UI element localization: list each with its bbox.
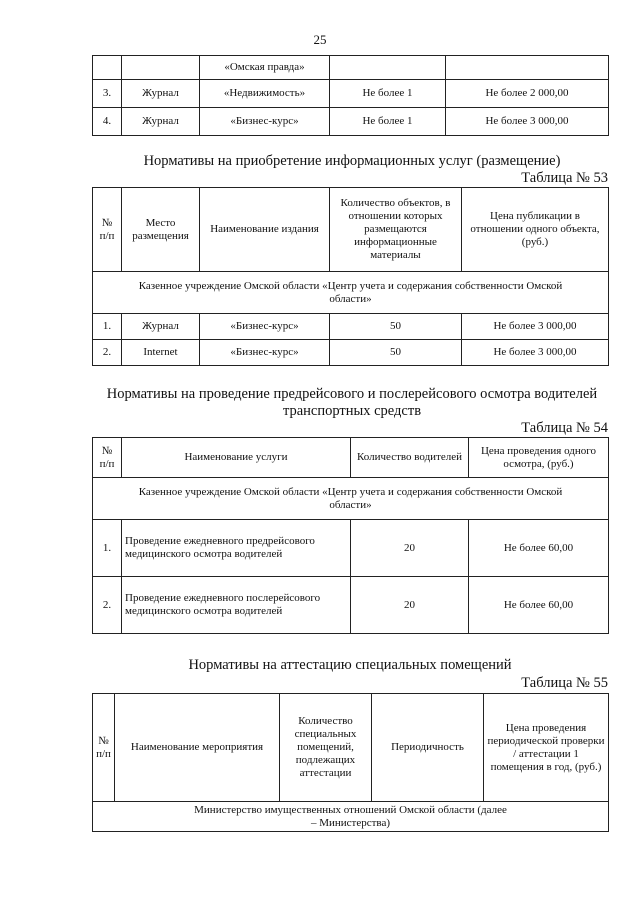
cell-qty: 50	[330, 314, 462, 340]
cell-qty: Не более 1	[330, 108, 446, 136]
header-num: № п/п	[93, 694, 115, 802]
table-row	[93, 56, 609, 80]
table-53	[92, 187, 609, 366]
table-row	[93, 340, 609, 366]
cell-price: Не более 3 000,00	[462, 314, 609, 340]
table-54-label: Таблица № 54	[521, 420, 608, 436]
table-row	[93, 108, 609, 136]
cell-type: Журнал	[122, 108, 200, 136]
table-header-row	[93, 438, 609, 478]
cell-num: 1.	[93, 314, 122, 340]
table-53-title: Нормативы на приобретение информационных услуг (размещение)	[143, 153, 561, 169]
cell-qty: 50	[330, 340, 462, 366]
header-qty: Количество объектов, в отношении которых размещаются информационные материалы	[330, 188, 462, 272]
org-row	[93, 478, 609, 520]
cell-num: 2.	[93, 577, 122, 634]
cell-price: Не более 2 000,00	[446, 80, 609, 108]
cell-qty: 20	[351, 577, 469, 634]
cell-type: Журнал	[122, 80, 200, 108]
header-name: Наименование услуги	[122, 438, 351, 478]
cell-price: Не более 3 000,00	[462, 340, 609, 366]
header-price: Цена проведения одного осмотра, (руб.)	[469, 438, 609, 478]
header-period: Периодичность	[372, 694, 484, 802]
header-price: Цена проведения периодической проверки / аттестации 1 помещения в год, (руб.)	[484, 694, 609, 802]
cell-name: Проведение ежедневного предрейсового медицинского осмотра водителей	[122, 520, 351, 577]
cell-name: «Бизнес-курс»	[200, 314, 330, 340]
org-row	[93, 272, 609, 314]
table-55-title: Нормативы на аттестацию специальных помещений	[188, 657, 512, 673]
table-54-title: Нормативы на проведение предрейсового и послерейсового осмотра водителей транспортных средств	[106, 386, 598, 419]
header-qty: Количество специальных помещений, подлежащих аттестации	[280, 694, 372, 802]
header-name: Наименование издания	[200, 188, 330, 272]
header-name: Наименование мероприятия	[115, 694, 280, 802]
table-row	[93, 314, 609, 340]
table-53-label: Таблица № 53	[521, 170, 608, 186]
cell-num: 3.	[93, 80, 122, 108]
table-row	[93, 520, 609, 577]
table-row	[93, 80, 609, 108]
cell-num	[93, 56, 122, 80]
cell-qty: 20	[351, 520, 469, 577]
cell-name: «Омская правда»	[200, 56, 330, 80]
cell-price	[446, 56, 609, 80]
cell-name: «Бизнес-курс»	[200, 340, 330, 366]
cell-qty: Не более 1	[330, 80, 446, 108]
table-row	[93, 577, 609, 634]
org-cell: Казенное учреждение Омской области «Центр учета и содержания собственности Омской области»	[93, 478, 609, 520]
table-header-row	[93, 188, 609, 272]
cell-num: 4.	[93, 108, 122, 136]
table-55-label: Таблица № 55	[521, 675, 608, 691]
cell-num: 1.	[93, 520, 122, 577]
cell-name: Проведение ежедневного послерейсового медицинского осмотра водителей	[122, 577, 351, 634]
cell-name: «Бизнес-курс»	[200, 108, 330, 136]
header-qty: Количество водителей	[351, 438, 469, 478]
org-row	[93, 802, 609, 832]
table-header-row	[93, 694, 609, 802]
page-number: 25	[313, 32, 327, 47]
cell-price: Не более 60,00	[469, 520, 609, 577]
header-num: № п/п	[93, 438, 122, 478]
header-place: Место размещения	[122, 188, 200, 272]
table-55	[92, 693, 609, 832]
cell-price: Не более 60,00	[469, 577, 609, 634]
cell-type	[122, 56, 200, 80]
org-cell: Казенное учреждение Омской области «Центр учета и содержания собственности Омской области»	[93, 272, 609, 314]
org-cell: Министерство имущественных отношений Омской области (далее – Министерства)	[93, 802, 609, 832]
cell-qty	[330, 56, 446, 80]
cell-price: Не более 3 000,00	[446, 108, 609, 136]
cell-num: 2.	[93, 340, 122, 366]
header-num: № п/п	[93, 188, 122, 272]
header-price: Цена публикации в отношении одного объекта, (руб.)	[462, 188, 609, 272]
cell-place: Internet	[122, 340, 200, 366]
table-54	[92, 437, 609, 634]
cell-place: Журнал	[122, 314, 200, 340]
table-continuation	[92, 55, 609, 136]
cell-name: «Недвижимость»	[200, 80, 330, 108]
